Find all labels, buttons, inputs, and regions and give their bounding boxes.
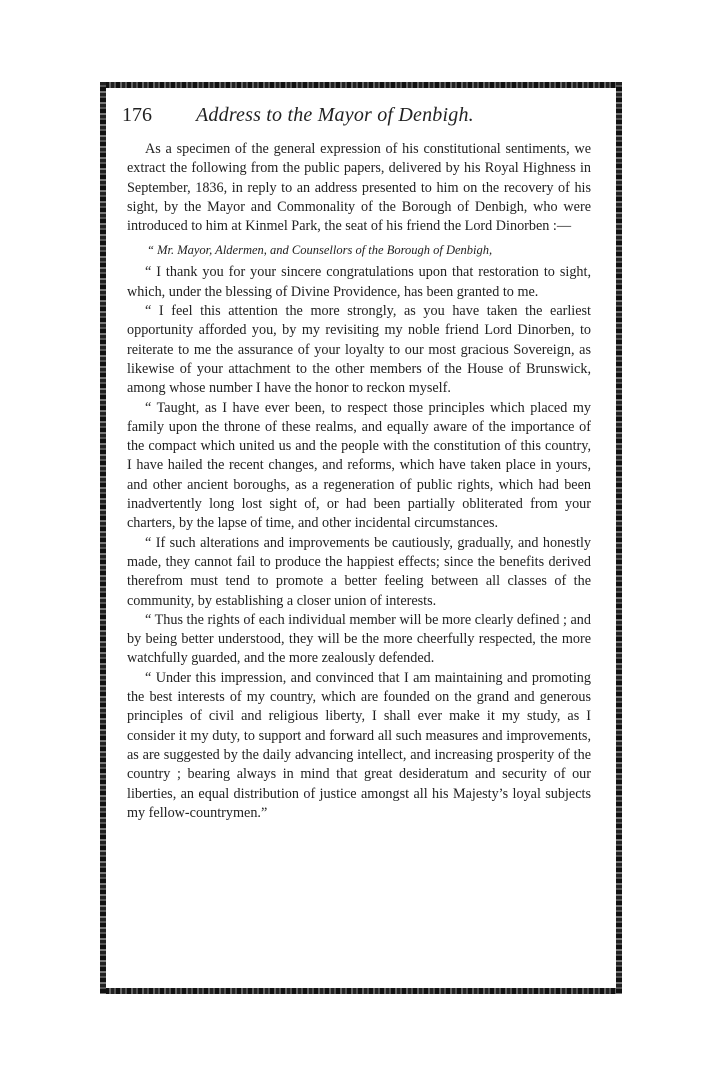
ornamental-border-left [100, 82, 106, 994]
address-paragraph-3: “ Taught, as I have ever been, to respect those principles which placed my family upon the throne of these realms, and equally aware of the importance of the compact which united us and the people with the constitution of this country, I have hailed the recent changes, and reforms, which have taken place in yours, and other ancient boroughs, as a regeneration of public rights, which had been inadvertently long lost sight of, or had been partially obliterated from your charters, by the lapse of time, and other incidental circumstances. [127, 399, 591, 532]
address-paragraph-2: “ I feel this attention the more strongly, as you have taken the earliest opportunity afforded you, by my revisiting my noble friend Lord Dinorben, to reiterate to me the assurance of your loyalty to our most gracious Sovereign, as likewise of your attachment to the other members of the House of Brunswick, among whose number I have the honor to reckon myself. [127, 303, 591, 397]
running-head [122, 104, 591, 140]
address-salutation: “ Mr. Mayor, Aldermen, and Counsellors of the Borough of Denbigh, [147, 243, 493, 258]
page-number: 176 [122, 104, 152, 126]
intro-paragraph: As a specimen of the general expression of his constitutional sentiments, we extract the following from the public papers, delivered by his Royal Highness in September, 1836, in reply to an address presented to him on the recovery of his sight, by the Mayor and Commonality of the Borough of Denbigh, who were introduced to him at Kinmel Park, the seat of his friend the Lord Dinorben :— [127, 141, 591, 235]
address-paragraph-5: “ Thus the rights of each individual member will be more clearly defined ; and by being better understood, they will be the more cheerfully respected, the more watchfully guarded, and the more zealously defended. [127, 611, 591, 667]
ornamental-border-bottom [100, 988, 622, 994]
running-title: Address to the Mayor of Denbigh. [196, 104, 474, 126]
address-paragraph-6: “ Under this impression, and convinced that I am maintaining and promoting the best interests of my country, which are founded on the grand and generous principles of civil and religious liberty, I shall ever make it my study, as I consider it my duty, to support and forward all such measures and improvements, as are suggested by the daily advancing intellect, and increasing prosperity of the country ; bearing always in mind that great desideratum and security of our liberties, an equal distribution of justice amongst all his Majesty’s loyal subjects my fellow-countrymen.” [127, 669, 591, 821]
page-content [122, 104, 591, 823]
ornamental-border-top [100, 82, 622, 88]
address-paragraph-1: “ I thank you for your sincere congratulations upon that restoration to sight, which, under the blessing of Divine Providence, has been granted to me. [127, 264, 591, 300]
address-paragraph-4: “ If such alterations and improvements be cautiously, gradually, and honestly made, they cannot fail to produce the happiest effects; since the benefits derived therefrom must tend to promote a better feeling between all classes of the community, by establishing a closer union of interests. [127, 534, 591, 609]
page-frame [100, 82, 622, 994]
ornamental-border-right [616, 82, 622, 994]
